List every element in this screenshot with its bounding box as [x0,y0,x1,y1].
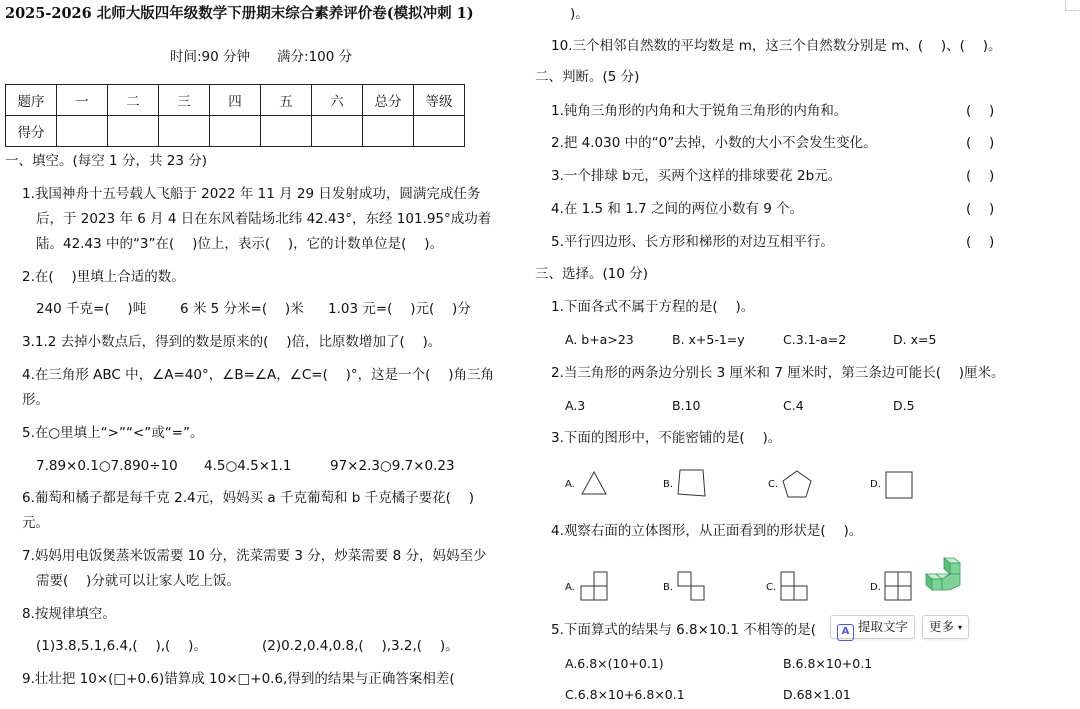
more-button[interactable] [922,615,969,639]
section-heading-judge: 二、判断。(5 分) [535,69,640,85]
choice-4-label-d: D. [870,582,881,593]
text-recognition-icon: A [837,624,854,641]
judge-5-paren: ( ) [966,234,995,250]
choice-1: 1.下面各式不属于方程的是( )。 [551,299,755,315]
choice-3-label-d: D. [870,479,881,490]
view-option-c-icon [779,570,809,602]
choice-5-option-b: B.6.8×10+0.1 [783,656,873,671]
square-shape [884,470,914,500]
judge-4-paren: ( ) [966,201,995,217]
score-table-header-row [6,85,465,116]
view-option-b-icon [676,570,706,602]
choice-4-label-b: B. [663,582,674,593]
question-1-line-1: 1.我国神舟十五号载人飞船于 2022 年 11 月 29 日发射成功，圆满完成任务 [22,186,481,202]
score-table [5,84,465,147]
question-9-end: )。 [570,6,589,22]
choice-2-option-a: A.3 [565,398,586,413]
question-2-a: 240 千克=( )吨 [36,301,147,317]
question-6-line-1: 6.葡萄和橘子都是每千克 2.4元，妈妈买 a 千克葡萄和 b 千克橘子要花( ) [22,490,474,506]
choice-2-option-b: B.10 [672,398,701,413]
question-5: 5.在○里填上“>”“<”或“=”。 [22,425,204,441]
triangle-shape [580,470,608,496]
question-5-c: 97×2.3○9.7×0.23 [330,458,455,474]
more-label: 更多 [929,619,955,634]
judge-1-paren: ( ) [966,103,995,119]
choice-4-label-c: C. [766,582,777,593]
page-corner-mark [1065,0,1080,11]
choice-2-option-d: D.5 [893,398,915,413]
score-cell: 题序 [6,85,57,116]
score-cell [414,116,465,147]
question-2: 2.在( )里填上合适的数。 [22,269,185,285]
score-cell [210,116,261,147]
score-cell [159,116,210,147]
score-cell [363,116,414,147]
score-cell: 等级 [414,85,465,116]
question-9: 9.壮壮把 10×(□+0.6)错算成 10×□+0.6,得到的结果与正确答案相差( [22,671,455,687]
choice-3-label-a: A. [565,479,575,490]
question-5-a: 7.89×0.1○7.890÷10 [36,458,178,474]
extract-text-button[interactable] [830,615,915,639]
choice-3-label-c: C. [768,479,779,490]
question-3: 3.1.2 去掉小数点后，得到的数是原来的( )倍，比原数增加了( )。 [22,334,442,350]
choice-5-option-c: C.6.8×10+6.8×0.1 [565,687,685,702]
chevron-down-icon: ▾ [958,623,963,632]
view-option-a-icon [579,570,609,602]
choice-2-option-c: C.4 [783,398,804,413]
choice-4-label-a: A. [565,582,575,593]
score-cell [312,116,363,147]
cube-stack-icon [922,556,964,598]
question-8-b: (2)0.2,0.4,0.8,( ),3.2,( )。 [262,638,459,654]
judge-3: 3.一个排球 b元，买两个这样的排球要花 2b元。 [551,168,842,184]
choice-3: 3.下面的图形中，不能密铺的是( )。 [551,430,782,446]
question-8: 8.按规律填空。 [22,606,116,622]
section-heading-fill: 一、填空。(每空 1 分，共 23 分) [5,153,207,169]
question-5-b: 4.5○4.5×1.1 [204,458,292,474]
score-cell: 得分 [6,116,57,147]
question-2-c: 1.03 元=( )元( )分 [328,301,471,317]
score-cell: 总分 [363,85,414,116]
score-cell: 二 [108,85,159,116]
choice-2: 2.当三角形的两条边分别长 3 厘米和 7 厘米时，第三条边可能长( )厘米。 [551,365,1005,381]
choice-1-option-c: C.3.1-a=2 [783,332,847,347]
choice-5-option-d: D.68×1.01 [783,687,851,702]
question-1-line-3: 陆。42.43 中的“3”在( )位上，表示( )，它的计数单位是( )。 [36,236,443,252]
question-4-line-1: 4.在三角形 ABC 中，∠A=40°，∠B=∠A，∠C=( )°，这是一个( )角三角 [22,367,494,383]
section-heading-choice: 三、选择。(10 分) [535,266,649,282]
choice-4: 4.观察右面的立体图形，从正面看到的形状是( )。 [551,523,863,539]
score-cell: 四 [210,85,261,116]
score-cell: 六 [312,85,363,116]
view-option-d-icon [883,570,913,602]
judge-4: 4.在 1.5 和 1.7 之间的两位小数有 9 个。 [551,201,804,217]
page-title: 2025-2026 北师大版四年级数学下册期末综合素养评价卷(模拟冲刺 1) [5,5,474,22]
score-cell [57,116,108,147]
score-cell: 三 [159,85,210,116]
question-10: 10.三个相邻自然数的平均数是 m，这三个自然数分别是 m、( )、( )。 [551,38,1002,54]
choice-1-option-b: B. x+5-1=y [672,332,745,347]
question-8-a: (1)3.8,5.1,6.4,( ),( )。 [36,638,207,654]
score-cell: 一 [57,85,108,116]
choice-5: 5.下面算式的结果与 6.8×10.1 不相等的是( [551,622,817,638]
choice-1-option-a: A. b+a>23 [565,332,634,347]
time-info: 时间:90 分钟 满分:100 分 [170,49,353,65]
score-cell: 五 [261,85,312,116]
pentagon-shape [781,469,813,499]
judge-2-paren: ( ) [966,135,995,151]
score-cell [108,116,159,147]
question-7-line-2: 需要( )分就可以让家人吃上饭。 [36,573,240,589]
judge-5: 5.平行四边形、长方形和梯形的对边互相平行。 [551,234,834,250]
question-1-line-2: 后，于 2023 年 6 月 4 日在东风着陆场北纬 42.43°，东经 101.95°成功着 [36,211,492,227]
judge-2: 2.把 4.030 中的“0”去掉，小数的大小不会发生变化。 [551,135,877,151]
question-7-line-1: 7.妈妈用电饭煲蒸米饭需要 10 分，洗菜需要 3 分，炒菜需要 8 分，妈妈至少 [22,548,487,564]
judge-1: 1.钝角三角形的内角和大于锐角三角形的内角和。 [551,103,848,119]
choice-5-option-a: A.6.8×(10+0.1) [565,656,664,671]
choice-3-label-b: B. [663,479,674,490]
question-2-b: 6 米 5 分米=( )米 [180,301,304,317]
judge-3-paren: ( ) [966,168,995,184]
score-cell [261,116,312,147]
quadrilateral-shape [676,467,708,499]
choice-1-option-d: D. x=5 [893,332,937,347]
question-6-line-2: 元。 [22,515,49,531]
question-4-line-2: 形。 [22,392,49,408]
score-table-score-row [6,116,465,147]
extract-text-label: 提取文字 [858,619,909,634]
